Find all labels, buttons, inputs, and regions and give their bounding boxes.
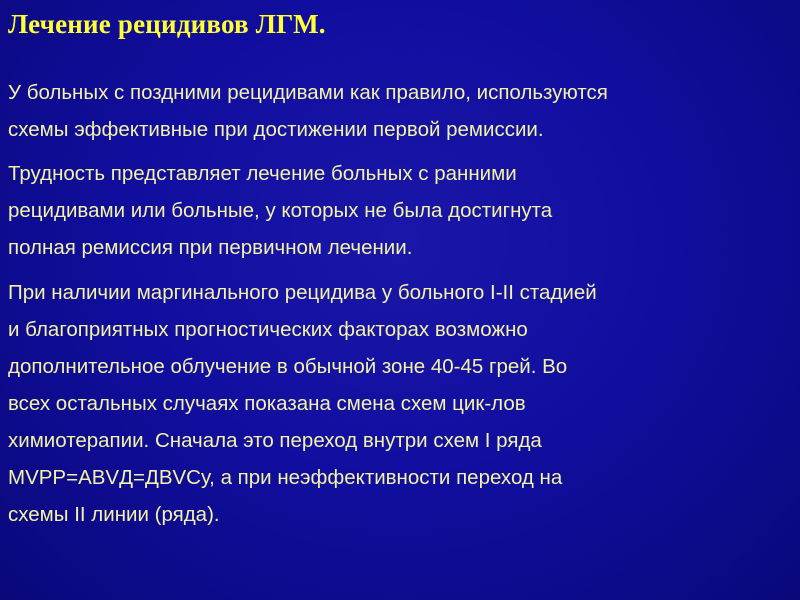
text-line: схемы эффективные при достижении первой ремиссии. — [8, 118, 544, 141]
text-line: Трудность представляет лечение больных с ранними — [8, 162, 517, 185]
text-line: дополнительное облучение в обычной зоне 40-45 грей. Во — [8, 355, 568, 378]
text-line: и благоприятных прогностических факторах возможно — [8, 318, 528, 341]
paragraph-early-relapse — [8, 155, 794, 266]
text-line: При наличии маргинального рецидива у больного I-II стадией — [8, 281, 597, 304]
text-line: схемы II линии (ряда). — [8, 503, 220, 526]
slide-title: Лечение рецидивов ЛГМ. — [8, 9, 326, 39]
slide-body — [8, 74, 794, 533]
text-line: рецидивами или больные, у которых не была достигнута — [8, 199, 553, 222]
text-line: полная ремиссия при первичном лечении. — [8, 236, 413, 259]
text-line: MVPP=ABVД=ДBVCу, а при неэффективности переход на — [8, 466, 563, 489]
text-line: химиотерапии. Сначала это переход внутри схем I ряда — [8, 429, 542, 452]
paragraph-marginal-relapse — [8, 274, 794, 533]
text-line: У больных с поздними рецидивами как правило, используются — [8, 81, 608, 104]
text-line: всех остальных случаях показана смена схем цик-лов — [8, 392, 526, 415]
paragraph-late-relapse — [8, 74, 794, 148]
